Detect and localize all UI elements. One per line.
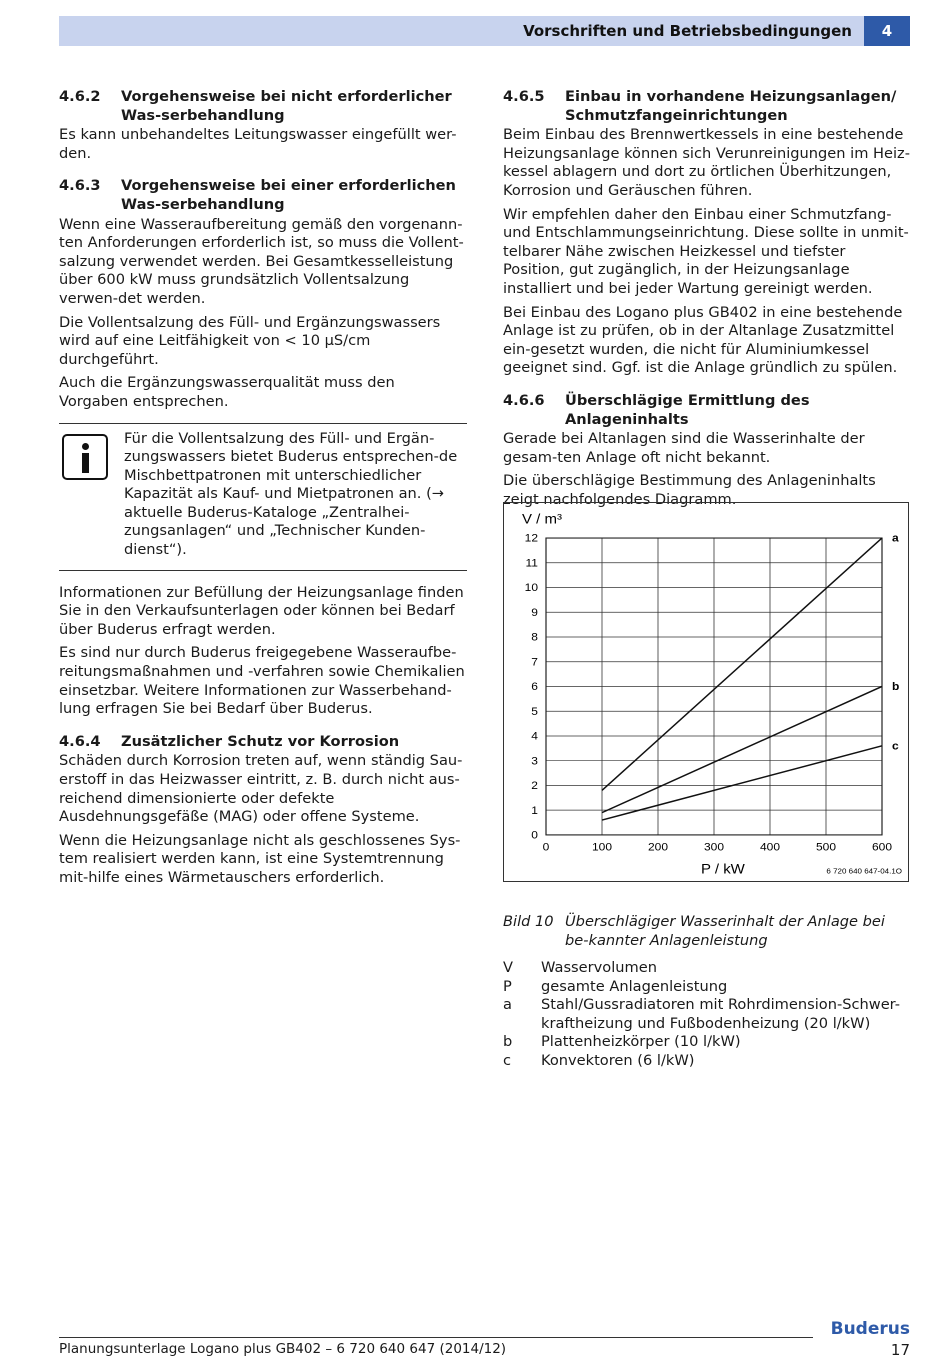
- right-column: [503, 88, 911, 514]
- y-tick-label: 9: [531, 607, 538, 619]
- y-tick-label: 11: [525, 557, 538, 570]
- y-tick-label: 10: [524, 582, 538, 595]
- legend-row: [503, 959, 911, 978]
- paragraph: Wir empfehlen daher den Einbau einer Schmutzfang- und Entschlammungseinrichtung. Diese sollte in unmit-telbarer Nähe zwischen Heizkessel und tiefster Position, gut zugänglich, in der Heizungsanlage installiert und bei jeder Wartung gereinigt werden.: [503, 205, 909, 297]
- water-volume-chart: [503, 502, 909, 882]
- section-heading: [59, 733, 467, 752]
- footer-rule: [59, 1337, 813, 1338]
- legend-row: [503, 978, 911, 997]
- paragraph: Auch die Ergänzungswasserqualität muss den Vorgaben entsprechen.: [59, 374, 395, 410]
- x-tick-label: 300: [703, 841, 725, 854]
- series-label-a: a: [892, 533, 899, 545]
- legend-row: [503, 996, 911, 1033]
- y-tick-label: 4: [531, 731, 538, 743]
- section-title: Vorgehensweise bei einer erforderlichen Was-serbehandlung: [121, 177, 456, 213]
- figure-code: 6 720 640 647-04.1O: [826, 866, 902, 876]
- legend-value: gesamte Anlagenleistung: [541, 977, 728, 995]
- section-heading: [59, 177, 467, 214]
- x-tick-label: 0: [542, 841, 550, 854]
- paragraph: Schäden durch Korrosion treten auf, wenn ständig Sau-erstoff in das Heizwasser eintritt, z. B. durch nicht aus-reichend dimensionierte oder defekte Ausdehnungsgefäße (MAG) oder offene Systeme.: [59, 752, 463, 826]
- series-line-a: [602, 538, 882, 790]
- section-title: Vorgehensweise bei nicht erforderlicher Was-serbehandlung: [121, 88, 452, 124]
- section-number: 4.6.4: [59, 732, 101, 750]
- y-tick-label: 3: [531, 755, 538, 768]
- paragraph: Beim Einbau des Brennwertkessels in eine bestehende Heizungsanlage können sich Verunreinigungen im Heiz-kessel ablagern und dort zu örtlichen Überhitzungen, Korrosion und Geräuschen führen.: [503, 126, 910, 199]
- legend-value: Stahl/Gussradiatoren mit Rohrdimension-Schwer-kraftheizung und Fußbodenheizung (20 l/kW): [541, 996, 900, 1032]
- y-tick-label: 1: [531, 805, 538, 817]
- x-tick-label: 400: [759, 841, 781, 854]
- series-label-c: c: [892, 740, 899, 753]
- footer-text: Planungsunterlage Logano plus GB402 – 6 720 640 647 (2014/12): [59, 1341, 507, 1357]
- section-number: 4.6.3: [59, 177, 101, 195]
- y-tick-label: 5: [531, 706, 538, 718]
- chapter-number: 4: [864, 16, 910, 46]
- y-tick-label: 6: [531, 681, 538, 694]
- buderus-logo: Buderus: [830, 1319, 910, 1339]
- legend-value: Wasservolumen: [541, 959, 657, 976]
- legend-key: P: [503, 977, 512, 995]
- section-heading: [503, 392, 911, 429]
- legend-key: V: [503, 959, 513, 976]
- legend-row: [503, 1052, 911, 1071]
- left-column: [59, 88, 467, 893]
- section-title: Einbau in vorhandene Heizungsanlagen/ Schmutzfangeinrichtungen: [565, 88, 897, 124]
- series-line-c: [602, 746, 882, 820]
- paragraph: Informationen zur Befüllung der Heizungsanlage finden Sie in den Verkaufsunterlagen oder können bei Bedarf über Buderus erfragt werden.: [59, 583, 464, 638]
- legend-key: a: [503, 996, 512, 1014]
- section-title: Überschlägige Ermittlung des Anlageninhalts: [565, 391, 810, 428]
- x-tick-label: 600: [871, 841, 893, 854]
- legend-key: c: [503, 1051, 512, 1069]
- chart-svg: [504, 503, 908, 881]
- paragraph: Es sind nur durch Buderus freigegebene Wasseraufbe-reitungsmaßnahmen und -verfahren sowie Chemikalien einsetzbar. Weitere Informationen zur Wasserbehand-lung erfragen Sie bei Bedarf über Buderus.: [59, 644, 465, 718]
- paragraph: Bei Einbau des Logano plus GB402 in eine bestehende Anlage ist zu prüfen, ob in der Altanlage Zusatzmittel ein-gesetzt wurden, die nicht für Aluminiumkessel geeignet sind. Ggf. ist die Anlage gründlich zu spülen.: [503, 303, 903, 377]
- figure-number: Bild 10: [503, 913, 554, 930]
- paragraph: Es kann unbehandeltes Leitungswasser eingefüllt wer-den.: [59, 126, 457, 162]
- y-tick-label: 8: [531, 632, 538, 644]
- paragraph: Die überschlägige Bestimmung des Anlageninhalts zeigt nachfolgendes Diagramm.: [503, 472, 876, 508]
- x-axis-label: P / kW: [701, 862, 745, 878]
- section-title: Zusätzlicher Schutz vor Korrosion: [121, 732, 400, 750]
- section-heading: [59, 88, 467, 125]
- y-axis-label: V / m³: [522, 511, 562, 528]
- legend-value: Plattenheizkörper (10 l/kW): [541, 1033, 741, 1051]
- legend-row: [503, 1033, 911, 1052]
- page-number: 17: [890, 1341, 910, 1359]
- legend-value: Konvektoren (6 l/kW): [541, 1051, 695, 1069]
- chapter-header: [59, 16, 910, 46]
- section-number: 4.6.5: [503, 88, 545, 105]
- info-icon: [62, 434, 108, 480]
- section-number: 4.6.2: [59, 88, 101, 105]
- x-tick-label: 500: [815, 841, 837, 854]
- section-number: 4.6.6: [503, 391, 545, 409]
- y-tick-label: 7: [531, 656, 538, 669]
- y-tick-label: 12: [524, 533, 538, 545]
- figure-legend: [503, 959, 911, 1071]
- figure-caption-text: Überschlägiger Wasserinhalt der Anlage bei be-kannter Anlagenleistung: [565, 913, 885, 949]
- paragraph: Gerade bei Altanlagen sind die Wasserinhalte der gesam-ten Anlage oft nicht bekannt.: [503, 430, 865, 466]
- info-box: [59, 423, 467, 571]
- figure-caption: [503, 913, 911, 950]
- legend-key: b: [503, 1033, 513, 1051]
- series-line-b: [602, 686, 882, 812]
- y-tick-label: 0: [531, 829, 538, 842]
- series-label-b: b: [892, 681, 900, 694]
- section-heading: [503, 88, 911, 125]
- x-tick-label: 100: [591, 841, 613, 854]
- info-text: Für die Vollentsalzung des Füll- und Ergän-zungswassers bietet Buderus entsprechen-de Mischbettpatronen mit unterschiedlicher Kapazität als Kauf- und Mietpatronen an. (→ aktuelle Buderus-Kataloge „Zentralhei-zungsanlagen“ und „Technischer Kunden-dienst“).: [124, 429, 458, 559]
- chapter-title: Vorschriften und Betriebsbedingungen: [523, 22, 852, 40]
- y-tick-label: 2: [531, 780, 538, 792]
- paragraph: Wenn eine Wasseraufbereitung gemäß den vorgenann-ten Anforderungen erforderlich ist, so muss die Vollent-salzung verwendet werden. Bei Gesamtkesselleistung über 600 kW muss grundsätzlich Vollentsalzung verwen-det werden.: [59, 215, 464, 307]
- paragraph: Die Vollentsalzung des Füll- und Ergänzungswassers wird auf eine Leitfähigkeit von < 10 µS/cm durchgeführt.: [59, 313, 441, 368]
- x-tick-label: 200: [647, 841, 669, 854]
- paragraph: Wenn die Heizungsanlage nicht als geschlossenes Sys-tem realisiert werden kann, ist eine Systemtrennung mit-hilfe eines Wärmetauschers erforderlich.: [59, 831, 461, 886]
